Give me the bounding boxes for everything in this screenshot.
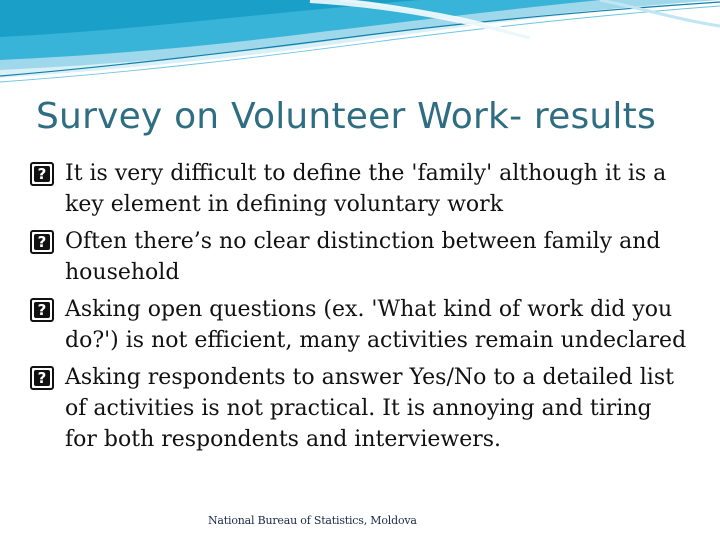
bullet-list [30,158,690,461]
bullet-text: Often there’s no clear distinction between family and household [65,229,661,285]
bullet-item [30,226,690,288]
missing-glyph-icon [30,298,54,322]
missing-glyph-icon [30,230,54,254]
bullet-item [30,362,690,455]
page-title: Survey on Volunteer Work- results [36,96,656,137]
missing-glyph-icon [30,366,54,390]
footer-source: National Bureau of Statistics, Moldova [208,514,417,527]
bullet-item [30,158,690,220]
missing-glyph-icon [30,162,54,186]
bullet-item [30,294,690,356]
header-wave-decoration [0,0,720,90]
bullet-text: Asking open questions (ex. 'What kind of work did you do?') is not efficient, many activities remain undeclared [65,297,687,353]
bullet-text: Asking respondents to answer Yes/No to a detailed list of activities is not practical. It is annoying and tiring for both respondents and interviewers. [65,365,674,452]
bullet-text: It is very difficult to define the 'family' although it is a key element in defining voluntary work [65,161,667,217]
